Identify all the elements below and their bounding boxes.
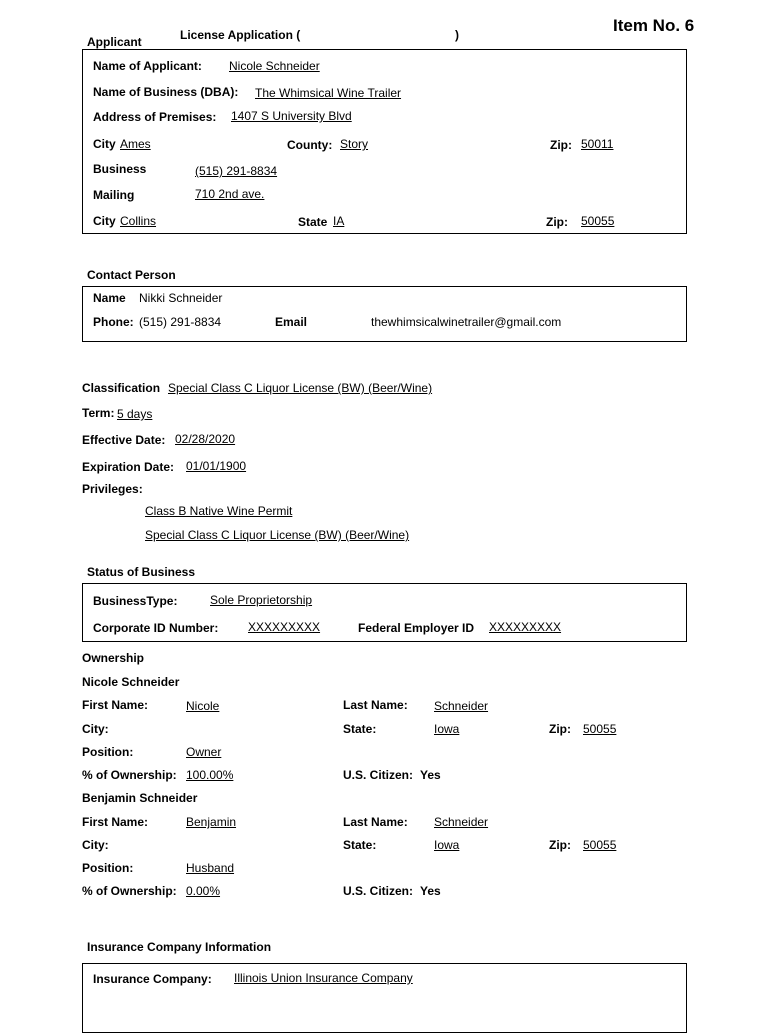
- license-application-close: ): [455, 28, 459, 42]
- business-type-value: Sole Proprietorship: [210, 593, 313, 607]
- corporate-id-label: Corporate ID Number:: [93, 621, 219, 635]
- ownership-pct-value: 100.00%: [186, 768, 234, 782]
- classification-value: Special Class C Liquor License (BW) (Beer/Wine): [168, 381, 433, 395]
- federal-id-value: XXXXXXXXX: [489, 620, 562, 634]
- business-phone-value: (515) 291-8834: [195, 164, 278, 178]
- owner-city-label: City:: [82, 838, 109, 852]
- contact-phone-value: (515) 291-8834: [139, 315, 222, 329]
- owner-zip-value: 50055: [583, 838, 617, 852]
- county-value: Story: [340, 137, 369, 151]
- dba-value: The Whimsical Wine Trailer: [255, 86, 402, 100]
- position-value: Owner: [186, 745, 222, 759]
- owner-zip-value: 50055: [583, 722, 617, 736]
- insurance-company-value: Illinois Union Insurance Company: [234, 971, 413, 985]
- citizen-label: U.S. Citizen:: [343, 884, 414, 898]
- citizen-value: Yes: [420, 768, 441, 782]
- state-label: State: [298, 215, 328, 229]
- applicant-name-label: Name of Applicant:: [93, 59, 202, 73]
- license-application-title: License Application (: [180, 28, 301, 42]
- state-value: IA: [333, 214, 345, 228]
- contact-phone-label: Phone:: [93, 315, 134, 329]
- last-name-label: Last Name:: [343, 815, 408, 829]
- mailing-value: 710 2nd ave.: [195, 187, 265, 201]
- owner-state-label: State:: [343, 722, 377, 736]
- first-name-value: Nicole: [186, 699, 220, 713]
- contact-email-value: thewhimsicalwinetrailer@gmail.com: [371, 315, 562, 329]
- county-label: County:: [287, 138, 333, 152]
- ownership-pct-label: % of Ownership:: [82, 884, 177, 898]
- ownership-pct-label: % of Ownership:: [82, 768, 177, 782]
- first-name-value: Benjamin: [186, 815, 237, 829]
- owner-city-label: City:: [82, 722, 109, 736]
- address-value: 1407 S University Blvd: [231, 109, 352, 123]
- classification-label: Classification: [82, 381, 161, 395]
- zip-label: Zip:: [550, 138, 572, 152]
- citizen-label: U.S. Citizen:: [343, 768, 414, 782]
- insurance-heading: Insurance Company Information: [87, 940, 272, 954]
- last-name-label: Last Name:: [343, 698, 408, 712]
- corporate-id-value: XXXXXXXXX: [248, 620, 321, 634]
- owner-zip-label: Zip:: [549, 722, 571, 736]
- term-label: Term:: [82, 406, 115, 420]
- contact-email-label: Email: [275, 315, 308, 329]
- applicant-name-value: Nicole Schneider: [229, 59, 320, 73]
- last-name-value: Schneider: [434, 815, 489, 829]
- position-label: Position:: [82, 861, 134, 875]
- expiration-date-value: 01/01/1900: [186, 459, 247, 473]
- owner-full-name: Nicole Schneider: [82, 675, 180, 689]
- first-name-label: First Name:: [82, 698, 149, 712]
- item-number: Item No. 6: [613, 16, 695, 35]
- mailing-label: Mailing: [93, 188, 135, 202]
- dba-label: Name of Business (DBA):: [93, 85, 239, 99]
- effective-date-value: 02/28/2020: [175, 432, 236, 446]
- status-heading: Status of Business: [87, 565, 196, 579]
- contact-name-label: Name: [93, 291, 126, 305]
- contact-name-value: Nikki Schneider: [139, 291, 223, 305]
- term-value: 5 days: [117, 407, 153, 421]
- position-label: Position:: [82, 745, 134, 759]
- federal-id-label: Federal Employer ID: [358, 621, 475, 635]
- city-label: City: [93, 137, 116, 151]
- owner-state-label: State:: [343, 838, 377, 852]
- last-name-value: Schneider: [434, 699, 489, 713]
- owner-full-name: Benjamin Schneider: [82, 791, 198, 805]
- ownership-heading: Ownership: [82, 651, 145, 665]
- privileges-label: Privileges:: [82, 482, 143, 496]
- first-name-label: First Name:: [82, 815, 149, 829]
- mailing-city-label: City: [93, 214, 116, 228]
- mailing-zip-value: 50055: [581, 214, 615, 228]
- position-value: Husband: [186, 861, 235, 875]
- insurance-company-label: Insurance Company:: [93, 972, 212, 986]
- contact-heading: Contact Person: [87, 268, 176, 282]
- city-value: Ames: [120, 137, 151, 151]
- owner-state-value: Iowa: [434, 722, 460, 736]
- effective-date-label: Effective Date:: [82, 433, 166, 447]
- privilege-item: Class B Native Wine Permit: [145, 504, 293, 518]
- address-label: Address of Premises:: [93, 110, 217, 124]
- applicant-heading: Applicant: [87, 35, 142, 49]
- owner-zip-label: Zip:: [549, 838, 571, 852]
- expiration-date-label: Expiration Date:: [82, 460, 175, 474]
- ownership-pct-value: 0.00%: [186, 884, 221, 898]
- mailing-city-value: Collins: [120, 214, 157, 228]
- privilege-item: Special Class C Liquor License (BW) (Beer/Wine): [145, 528, 410, 542]
- business-phone-label: Business: [93, 162, 147, 176]
- business-type-label: BusinessType:: [93, 594, 178, 608]
- zip-value: 50011: [581, 137, 614, 151]
- owner-state-value: Iowa: [434, 838, 460, 852]
- mailing-zip-label: Zip:: [546, 215, 568, 229]
- citizen-value: Yes: [420, 884, 441, 898]
